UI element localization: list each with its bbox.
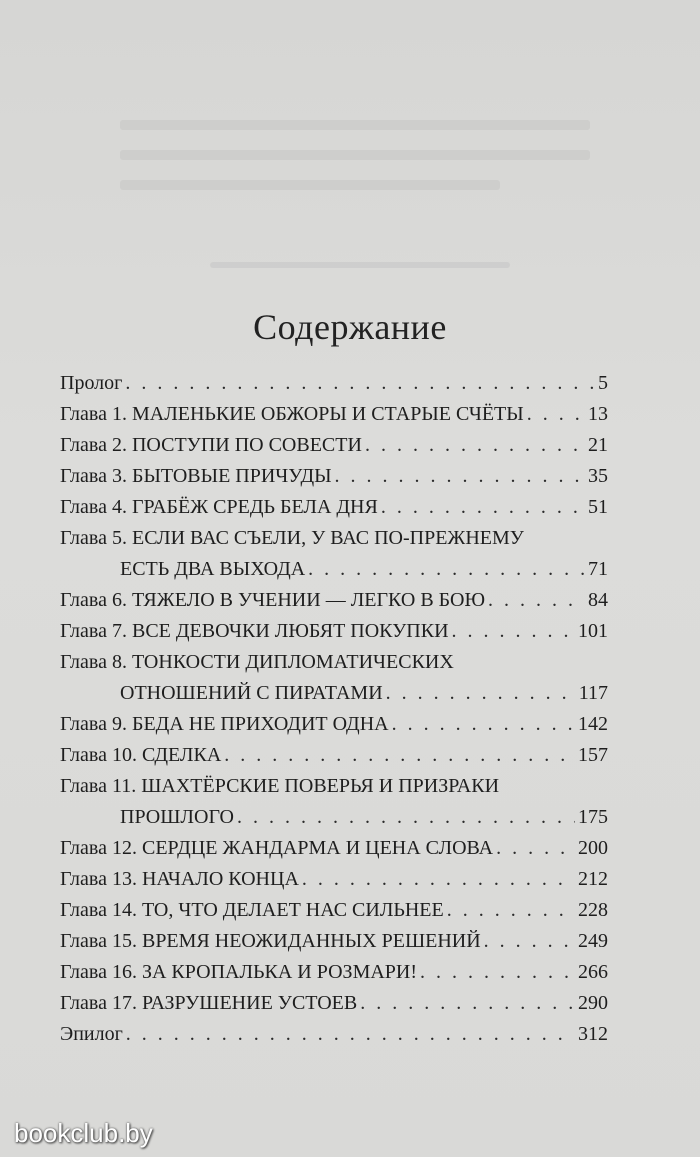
toc-page-number: 200 <box>578 837 608 859</box>
toc-page-number: 228 <box>578 899 608 921</box>
dot-leader <box>237 802 575 833</box>
toc-page-number: 101 <box>578 620 608 642</box>
toc-page-number: 35 <box>588 465 608 487</box>
toc-entry <box>60 399 608 430</box>
toc-entry-label: Глава 3. БЫТОВЫЕ ПРИЧУДЫ <box>60 465 332 487</box>
toc-entry <box>60 864 608 895</box>
toc-page-number: 157 <box>578 744 608 766</box>
toc-entry-label: Глава 4. ГРАБЁЖ СРЕДЬ БЕЛА ДНЯ <box>60 496 378 518</box>
toc-entry <box>60 430 608 461</box>
toc-page-number: 249 <box>578 930 608 952</box>
toc-entry <box>60 895 608 926</box>
toc-entry-label: Глава 8. ТОНКОСТИ ДИПЛОМАТИЧЕСКИХ <box>60 651 454 673</box>
toc-page-number: 5 <box>598 372 608 394</box>
toc-entry-label: ОТНОШЕНИЙ С ПИРАТАМИ <box>120 682 383 704</box>
toc-entry <box>60 523 608 585</box>
dot-leader <box>386 678 576 709</box>
toc-entry-label: Глава 10. СДЕЛКА <box>60 744 222 766</box>
toc-entry-label: Глава 2. ПОСТУПИ ПО СОВЕСТИ <box>60 434 362 456</box>
toc-entry <box>60 585 608 616</box>
toc-page-number: 312 <box>578 1023 608 1045</box>
dot-leader <box>420 957 575 988</box>
toc-entry <box>60 616 608 647</box>
toc-entry-label: Глава 15. ВРЕМЯ НЕОЖИДАННЫХ РЕШЕНИЙ <box>60 930 481 952</box>
toc-entry-label: Глава 9. БЕДА НЕ ПРИХОДИТ ОДНА <box>60 713 389 735</box>
dot-leader <box>302 864 575 895</box>
toc-entry-label: Глава 17. РАЗРУШЕНИЕ УСТОЕВ <box>60 992 358 1014</box>
toc-entry-label: Глава 16. ЗА КРОПАЛЬКА И РОЗМАРИ! <box>60 961 418 983</box>
toc-entry <box>60 988 608 1019</box>
dot-leader <box>335 461 585 492</box>
toc-entry-label: Глава 1. МАЛЕНЬКИЕ ОБЖОРЫ И СТАРЫЕ СЧЁТЫ <box>60 403 524 425</box>
toc-entry-label: Глава 13. НАЧАЛО КОНЦА <box>60 868 299 890</box>
toc-entry-label: Глава 6. ТЯЖЕЛО В УЧЕНИИ — ЛЕГКО В БОЮ <box>60 589 486 611</box>
toc-entry-label: Эпилог <box>60 1023 123 1045</box>
toc-entry-label: Глава 11. ШАХТЁРСКИЕ ПОВЕРЬЯ И ПРИЗРАКИ <box>60 775 500 797</box>
dot-leader <box>125 368 595 399</box>
dot-leader <box>224 740 575 771</box>
toc-page-number: 175 <box>578 806 608 828</box>
dot-leader <box>496 833 575 864</box>
toc-entry <box>60 461 608 492</box>
toc-entry-label: Глава 12. СЕРДЦЕ ЖАНДАРМА И ЦЕНА СЛОВА <box>60 837 494 859</box>
toc-entry <box>60 1019 608 1050</box>
toc-entry <box>60 771 608 833</box>
toc-page-number: 21 <box>588 434 608 456</box>
toc-entry <box>60 833 608 864</box>
toc-entry <box>60 709 608 740</box>
toc-title: Содержание <box>253 307 447 347</box>
show-through-text <box>120 120 590 130</box>
show-through-text <box>120 150 590 160</box>
watermark: bookclub.by <box>14 1118 153 1148</box>
toc-entry <box>60 368 608 399</box>
toc-entry-label: Глава 14. ТО, ЧТО ДЕЛАЕТ НАС СИЛЬНЕЕ <box>60 899 444 921</box>
toc-page-number: 117 <box>578 682 608 704</box>
toc-entry-label: Пролог <box>60 372 123 394</box>
table-of-contents <box>60 368 608 1050</box>
toc-entry <box>60 926 608 957</box>
dot-leader <box>365 430 585 461</box>
dot-leader <box>381 492 585 523</box>
toc-entry-label: Глава 5. ЕСЛИ ВАС СЪЕЛИ, У ВАС ПО-ПРЕЖНЕМУ <box>60 527 524 549</box>
toc-page-number: 212 <box>578 868 608 890</box>
dot-leader <box>392 709 575 740</box>
dot-leader <box>527 399 585 430</box>
dot-leader <box>126 1019 575 1050</box>
dot-leader <box>308 554 585 585</box>
toc-page-number: 13 <box>588 403 608 425</box>
toc-entry <box>60 957 608 988</box>
toc-page-number: 51 <box>588 496 608 518</box>
toc-entry <box>60 740 608 771</box>
toc-entry <box>60 647 608 709</box>
toc-page-number: 290 <box>578 992 608 1014</box>
toc-entry-label: ЕСТЬ ДВА ВЫХОДА <box>120 558 306 580</box>
toc-entry-label: Глава 7. ВСЕ ДЕВОЧКИ ЛЮБЯТ ПОКУПКИ <box>60 620 449 642</box>
dot-leader <box>360 988 575 1019</box>
show-through-text <box>120 180 500 190</box>
dot-leader <box>447 895 575 926</box>
toc-page-number: 266 <box>578 961 608 983</box>
show-through-text <box>210 262 510 268</box>
toc-entry <box>60 492 608 523</box>
toc-page-number: 84 <box>588 589 608 611</box>
toc-entry-label: ПРОШЛОГО <box>120 806 234 828</box>
dot-leader <box>452 616 575 647</box>
toc-page-number: 142 <box>578 713 608 735</box>
toc-page-number: 71 <box>588 558 608 580</box>
dot-leader <box>484 926 575 957</box>
dot-leader <box>488 585 585 616</box>
